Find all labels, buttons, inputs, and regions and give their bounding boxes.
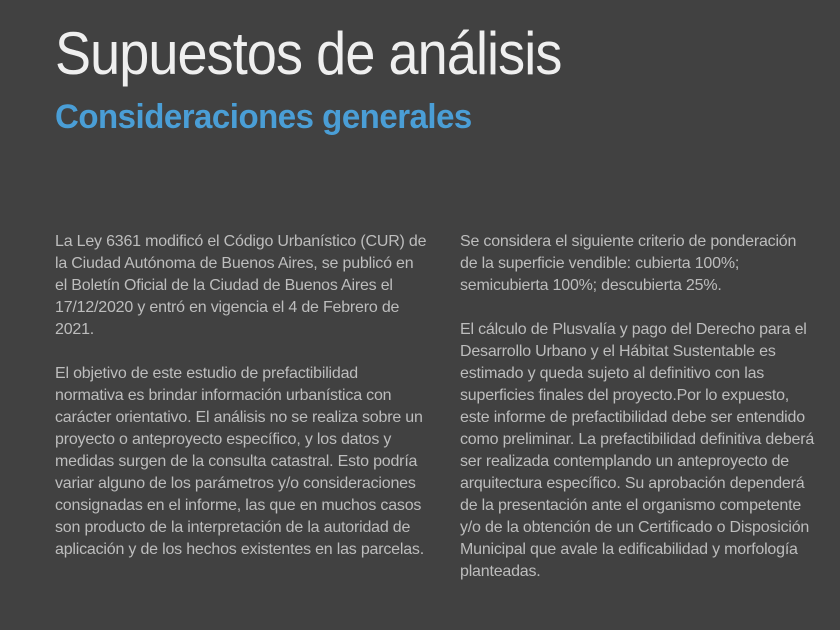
left-column-paragraph-2: El objetivo de este estudio de prefactibilidad normativa es brindar información urbanística con carácter orientativo. El análisis no se realiza sobre un proyecto o anteproyecto específico, y los datos y medidas surgen de la consulta catastral. Esto podría variar alguno de los parámetros y/o consideraciones consignadas en el informe, las que en muchos casos son producto de la interpretación de la autoridad de aplicación y de los hechos existentes en las parcelas. xyxy=(55,365,424,558)
right-column-paragraph-2: El cálculo de Plusvalía y pago del Derecho para el Desarrollo Urbano y el Hábitat Sustentable es estimado y queda sujeto al definitivo con las superficies finales del proyecto.Por lo expuesto, este informe de prefactibilidad debe ser entendido como preliminar. La prefactibilidad definitiva deberá ser realizada contemplando un anteproyecto de arquitectura específico. Su aprobación dependerá de la presentación ante el organismo competente y/o de la obtención de un Certificado o Disposición Municipal que avale la edificabilidad y morfología planteadas. xyxy=(460,321,815,580)
page-subtitle: Consideraciones generales xyxy=(55,98,472,136)
left-column-paragraph-1: La Ley 6361 modificó el Código Urbanístico (CUR) de la Ciudad Autónoma de Buenos Aires, se publicó en el Boletín Oficial de la Ciudad de Buenos Aires el 17/12/2020 y entró en vigencia el 4 de Febrero de 2021. xyxy=(55,233,427,338)
left-column xyxy=(55,231,427,583)
right-column xyxy=(460,231,815,583)
body-columns xyxy=(55,231,815,583)
right-column-paragraph-1: Se considera el siguiente criterio de ponderación de la superficie vendible: cubierta 100%; semicubierta 100%; descubierta 25%. xyxy=(460,233,797,294)
page-title: Supuestos de análisis xyxy=(55,20,562,87)
